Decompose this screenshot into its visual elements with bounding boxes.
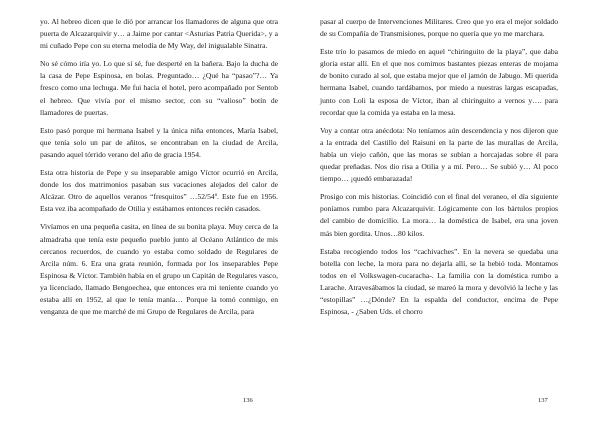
paragraph: Este trío lo pasamos de miedo en aquel “chiringuito de la playa”, que daba gloria estar allí. En el que nos comimos bastantes piezas enteras de mojama de bonito curado al sol, que estaba mejor que el jamón de Jabugo. Mi querida hermana Isabel, cuando tardábamos, por miedo a nuestras largas escapadas, junto con Loli la esposa de Víctor, iban al chiringuito a vernos y…. para recordar que la comida ya estaba en la mesa. bbox=[320, 47, 558, 117]
paragraph: No sé cómo iría yo. Lo que sí sé, fue desperté en la bañera. Bajo la ducha de la casa de Pepe Espinosa, en bolas. Preguntado… ¿Qué ha “pasao”?… Ya fresco como una lechuga. Me fui hacia el hotel, pero acompañado por Sentob el hebreo. Que vivía por el mismo sector, con su “valioso” botín de llamadores de puertas. bbox=[40, 59, 278, 117]
paragraph: Voy a contar otra anécdota: No teníamos aún descendencia y nos dijeron que a la entrada del Castillo del Raisuni en la parte de las murallas de Arcila, había un viejo cañón, que las moras se subían a horcajadas sobre él para quedar preñadas. Nos dio risa a Otilia y a mí. Pero… Se subió y… Al poco tiempo… ¡quedó embarazada! bbox=[320, 125, 558, 184]
paragraph: Esta otra historia de Pepe y su inseparable amigo Víctor ocurrió en Arcila, donde los dos matrimonios pasaban sus vacaciones alejados del calor de Alcázar. Otro de aquellos veranos “fresquitos” …52/54º. Este fue en 1956. Esta vez iba acompañado de Otilia y estábamos entonces recién casados. bbox=[40, 168, 278, 214]
left-page-text bbox=[40, 16, 278, 324]
paragraph: pasar al cuerpo de Intervenciones Militares. Creo que yo era el mejor soldado de su Compañía de Transmisiones, porque no quería que yo me marchara. bbox=[320, 17, 558, 39]
page-number: 137 bbox=[538, 397, 548, 404]
paragraph: Esto pasó porque mi hermana Isabel y la única niña entonces, María Isabel, que tenía solo un par de añitos, se encontraban en la ciudad de Arcila, pasando aquel tórrido verano del año de gracia 1954. bbox=[40, 125, 278, 159]
paragraph: yo. Al hebreo dicen que le dió por arrancar los llamadores de alguna que otra puerta de Alcazarquivir y… a Jaime por cantar <Asturias Patria Querida>, y a mi cuñado Pepe con su eterna melodía de My Way, del inigualable Sinatra. bbox=[40, 17, 278, 51]
paragraph: Prosigo con mis historias. Coincidió con el final del veraneo, el día siguiente poníamos rumbo para Alcazarquivir. Lógicamente con los bártulos propios del cambio de domicilio. La mora… la doméstica de Isabel, era una joven más bien gordita. Unos…80 kilos. bbox=[320, 192, 558, 238]
right-page-text bbox=[320, 16, 558, 324]
paragraph: Vivíamos en una pequeña casita, en línea de su bonita playa. Muy cerca de la almadraba que tenía este pequeño pueblo junto al Océano Atlántico de mis cercanos recuerdos, de cuando yo estaba como soldado de Regulares de Arcila núm. 6. Era una grata reunión, formada por los inseparables Pepe Espinosa & Víctor. También había en el grupo un Capitán de Regulares vasco, ya licenciado, llamado Bengoechea, que entonces era mi teniente cuando yo estaba allí en 1952, al que le tenía manía… Porque la tomó conmigo, en venganza de que me marché de mi Grupo de Regulares de Arcila, para bbox=[40, 222, 278, 317]
paragraph: Estaba recogiendo todos los “cachivaches”. En la nevera se quedaba una botella con leche, la mora para no dejarla allí, se la bebió toda. Montamos todos en el Volkswagen-cucaracha-. La familia con la doméstica rumbo a Larache. Atravesábamos la ciudad, se mareó la mora y devolvió la leche y las “estopillas” …¿Dónde? En la espalda del conductor, encima de Pepe Espinosa, - ¿Saben Uds. el chorro bbox=[320, 246, 558, 317]
page-number: 136 bbox=[243, 397, 253, 404]
right-page bbox=[300, 0, 600, 424]
